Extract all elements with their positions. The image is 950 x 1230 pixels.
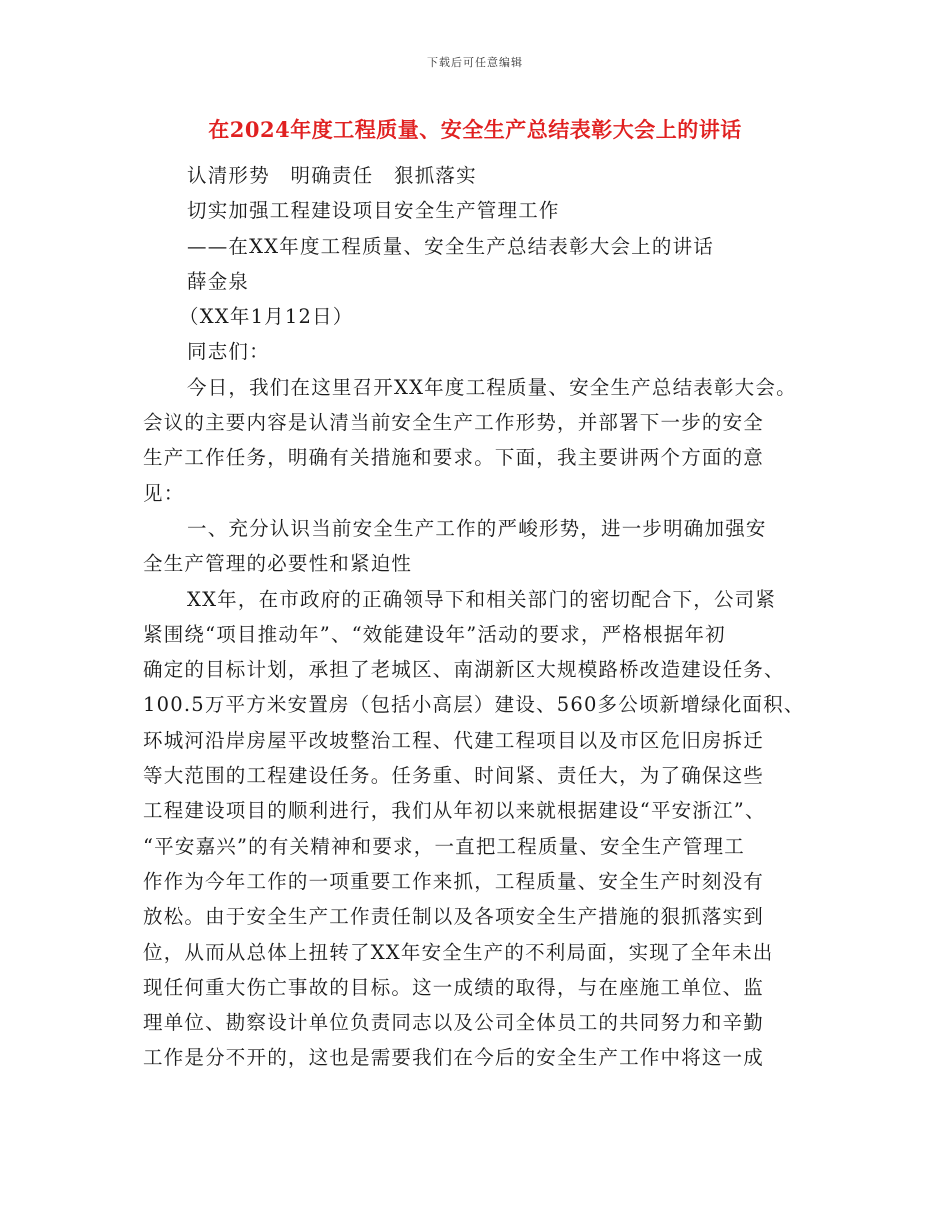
- paragraph-line: 等大范围的工程建设任务。任务重、时间紧、责任大，为了确保这些: [143, 764, 765, 788]
- paragraph-line: 工程建设项目的顺利进行，我们从年初以来就根据建设“平安浙江”、: [143, 799, 766, 823]
- document-title: 在2024年度工程质量、安全生产总结表彰大会上的讲话: [208, 117, 742, 142]
- speech-date: （XX年1月12日）: [179, 305, 354, 329]
- salutation: 同志们：: [187, 340, 270, 364]
- paragraph-line: 作作为今年工作的一项重要工作来抓，工程质量、安全生产时刻没有: [143, 869, 765, 893]
- paragraph-line: 100.5万平方米安置房（包括小高层）建设、560多公顷新增绿化面积、: [143, 693, 805, 717]
- paragraph-line: 紧围绕“项目推动年”、“效能建设年”活动的要求，严格根据年初: [143, 622, 726, 646]
- paragraph-line: 放松。由于安全生产工作责任制以及各项安全生产措施的狠抓落实到: [143, 905, 765, 929]
- section-heading-cont: 全生产管理的必要性和紧迫性: [143, 552, 413, 576]
- paragraph-line: 现任何重大伤亡事故的目标。这一成绩的取得，与在座施工单位、监: [143, 975, 765, 999]
- paragraph-line: 生产工作任务，明确有关措施和要求。下面，我主要讲两个方面的意: [143, 446, 765, 470]
- subtitle-topic: 切实加强工程建设项目安全生产管理工作: [187, 199, 560, 223]
- paragraph-line: 确定的目标计划，承担了老城区、南湖新区大规模路桥改造建设任务、: [143, 658, 785, 682]
- document-body: [143, 158, 823, 1076]
- subtitle-occasion: ——在XX年度工程质量、安全生产总结表彰大会上的讲话: [187, 234, 714, 258]
- paragraph-line: 位，从而从总体上扭转了XX年安全生产的不利局面，实现了全年未出: [143, 940, 774, 964]
- paragraph-line: “平安嘉兴”的有关精神和要求，一直把工程质量、安全生产管理工: [143, 834, 745, 858]
- speaker-name: 薛金泉: [187, 269, 250, 293]
- subtitle-slogan: 认清形势 明确责任 狠抓落实: [187, 164, 477, 187]
- header-note: 下载后可任意编辑: [427, 56, 523, 69]
- paragraph-line: XX年，在市政府的正确领导下和相关部门的密切配合下，公司紧: [187, 587, 777, 611]
- paragraph-line: 会议的主要内容是认清当前安全生产工作形势，并部署下一步的安全: [143, 411, 765, 435]
- paragraph-line: 环城河沿岸房屋平改坡整治工程、代建工程项目以及市区危旧房拆迁: [143, 728, 765, 752]
- paragraph-line: 见：: [143, 481, 185, 505]
- section-heading: 一、充分认识当前安全生产工作的严峻形势，进一步明确加强安: [187, 516, 767, 540]
- paragraph-line: 今日，我们在这里召开XX年度工程质量、安全生产总结表彰大会。: [187, 375, 797, 399]
- paragraph-line: 工作是分不开的，这也是需要我们在今后的安全生产工作中将这一成: [143, 1046, 765, 1070]
- paragraph-line: 理单位、勘察设计单位负责同志以及公司全体员工的共同努力和辛勤: [143, 1011, 765, 1035]
